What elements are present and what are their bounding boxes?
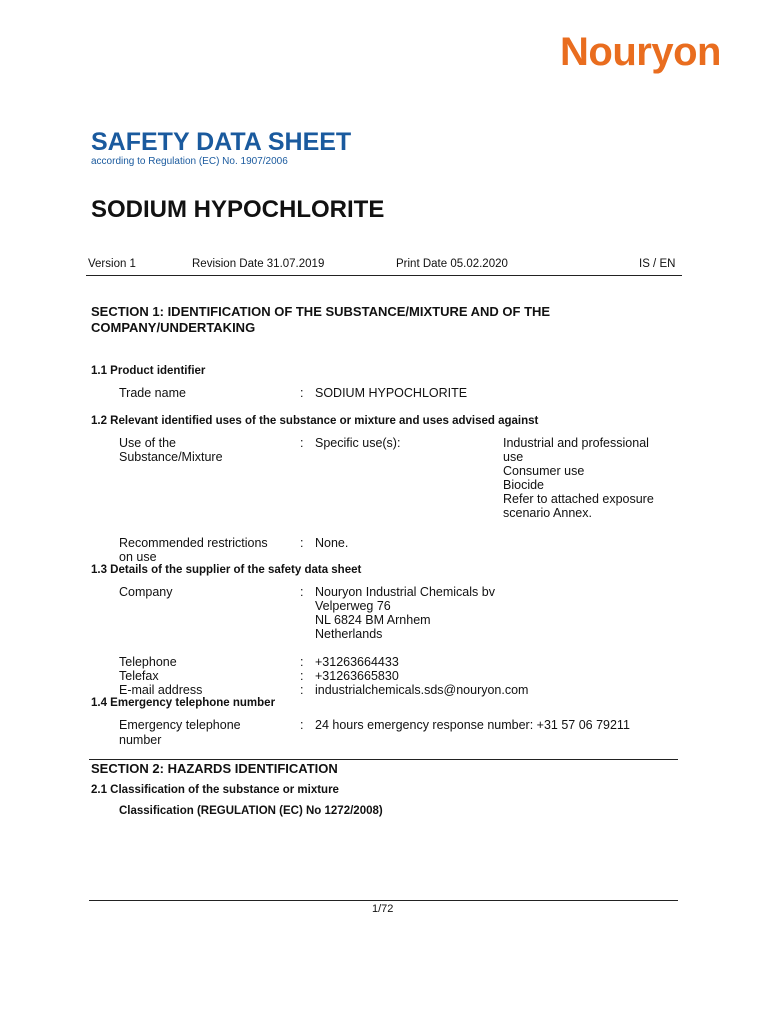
company-address-line: NL 6824 BM Arnhem: [315, 613, 431, 627]
document-subtitle: according to Regulation (EC) No. 1907/2006: [91, 156, 288, 167]
use-value-line: scenario Annex.: [503, 506, 592, 520]
telephone-value: +31263664433: [315, 655, 399, 669]
subsection-1-3-heading: 1.3 Details of the supplier of the safety data sheet: [91, 564, 362, 576]
colon: :: [300, 536, 304, 550]
section2-divider: [89, 759, 678, 760]
emergency-label-line2: number: [119, 733, 162, 747]
restrictions-label-line2: on use: [119, 550, 157, 564]
subsection-2-1-heading: 2.1 Classification of the substance or mixture: [91, 784, 339, 796]
colon: :: [300, 683, 304, 697]
product-title: SODIUM HYPOCHLORITE: [91, 196, 385, 223]
emergency-phone-value: 24 hours emergency response number: +31 57 06 79211: [315, 718, 630, 732]
use-value-line: Refer to attached exposure: [503, 492, 654, 506]
use-value-line: Consumer use: [503, 464, 585, 478]
email-value: industrialchemicals.sds@nouryon.com: [315, 683, 529, 697]
company-label: Company: [119, 585, 173, 599]
restrictions-label-line1: Recommended restrictions: [119, 536, 268, 550]
revision-date: Revision Date 31.07.2019: [192, 258, 325, 270]
restrictions-value: None.: [315, 536, 349, 550]
email-label: E-mail address: [119, 683, 203, 697]
trade-name-value: SODIUM HYPOCHLORITE: [315, 386, 468, 400]
colon: :: [300, 669, 304, 683]
subsection-1-1-heading: 1.1 Product identifier: [91, 365, 206, 377]
emergency-label-line1: Emergency telephone: [119, 718, 241, 732]
telefax-label: Telefax: [119, 669, 159, 683]
version-text: Version 1: [88, 258, 136, 270]
use-label-line1: Use of the: [119, 436, 176, 450]
classification-heading: Classification (REGULATION (EC) No 1272/2008): [119, 805, 383, 817]
section1-heading-line2: COMPANY/UNDERTAKING: [91, 320, 256, 335]
use-label-line2: Substance/Mixture: [119, 450, 223, 464]
company-address-line: Netherlands: [315, 627, 383, 641]
page-number: 1/72: [372, 903, 394, 915]
section1-heading-line1: SECTION 1: IDENTIFICATION OF THE SUBSTANCE/MIXTURE AND OF THE: [91, 304, 551, 319]
use-value-line: Biocide: [503, 478, 544, 492]
meta-divider: [86, 275, 682, 276]
use-value-line: Industrial and professional: [503, 436, 649, 450]
colon: :: [300, 585, 304, 599]
telefax-value: +31263665830: [315, 669, 399, 683]
trade-name-label: Trade name: [119, 386, 186, 400]
nouryon-logo: Nouryon: [560, 30, 721, 74]
colon: :: [300, 718, 304, 732]
section2-heading: SECTION 2: HAZARDS IDENTIFICATION: [91, 761, 338, 776]
company-address-line: Velperweg 76: [315, 599, 391, 613]
colon: :: [300, 655, 304, 669]
language-code: IS / EN: [639, 258, 676, 270]
subsection-1-4-heading: 1.4 Emergency telephone number: [91, 697, 276, 709]
use-value-line: use: [503, 450, 524, 464]
footer-divider: [89, 900, 678, 901]
document-title: SAFETY DATA SHEET: [91, 128, 352, 156]
print-date: Print Date 05.02.2020: [396, 258, 508, 270]
colon: :: [300, 436, 304, 450]
company-address-line: Nouryon Industrial Chemicals bv: [315, 585, 495, 599]
colon: :: [300, 386, 304, 400]
telephone-label: Telephone: [119, 655, 177, 669]
specific-use-label: Specific use(s):: [315, 436, 401, 450]
subsection-1-2-heading: 1.2 Relevant identified uses of the substance or mixture and uses advised against: [91, 415, 539, 427]
